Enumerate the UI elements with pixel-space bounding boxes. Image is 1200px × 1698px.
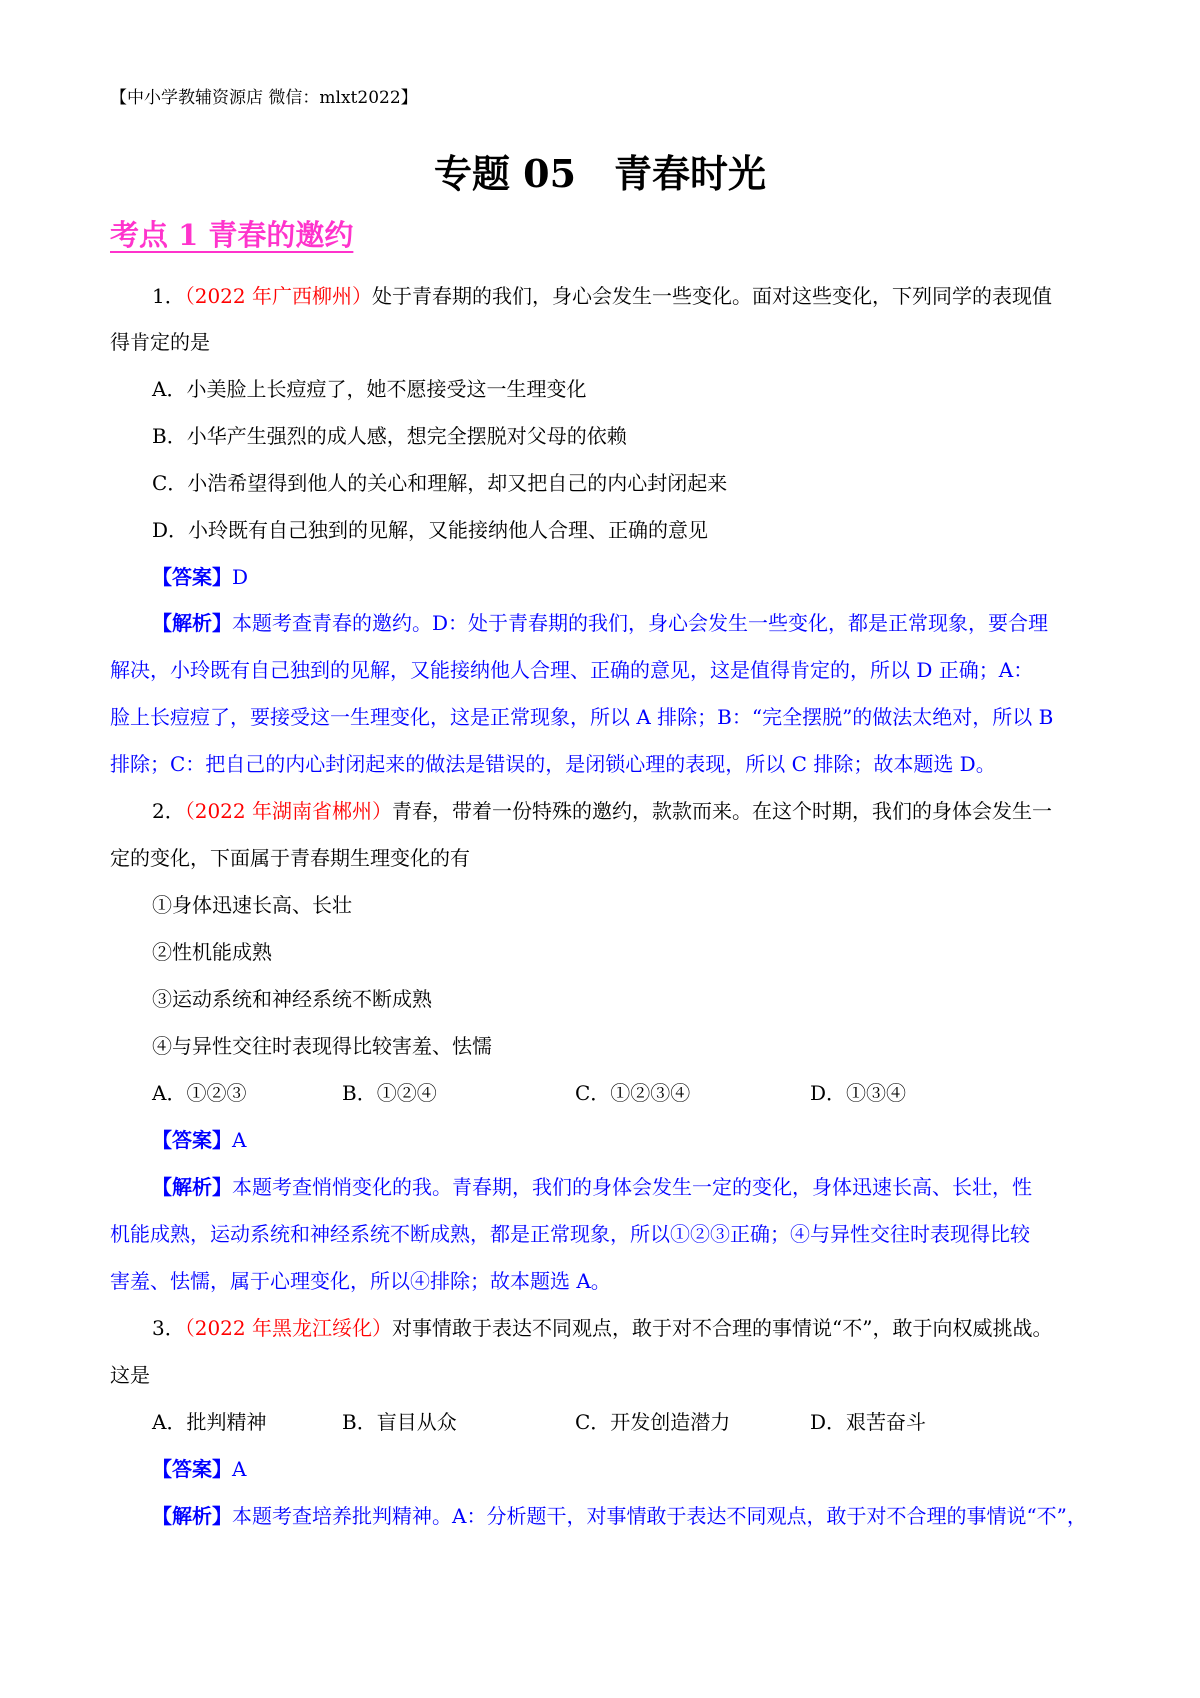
q1-stem-cont: 得肯定的是 [110, 330, 210, 354]
q2-answer-tag: 【答案】 [152, 1128, 232, 1152]
q3-answer-value: A [232, 1457, 247, 1481]
q2-stem-cont: 定的变化，下面属于青春期生理变化的有 [110, 846, 470, 870]
q3-stem [152, 1314, 1052, 1342]
q3-option-b: B．盲目从众 [342, 1410, 457, 1434]
q3-option-c: C．开发创造潜力 [575, 1410, 731, 1434]
q1-analysis-line-4: 排除；C：把自己的内心封闭起来的做法是错误的，是闭锁心理的表现，所以 C 排除；故本题选 D。 [110, 752, 996, 776]
q2-stem [152, 797, 1052, 825]
q1-stem-text: 处于青春期的我们，身心会发生一些变化。面对这些变化，下列同学的表现值 [372, 284, 1052, 308]
q3-answer-tag: 【答案】 [152, 1457, 232, 1481]
q2-answer-value: A [232, 1128, 247, 1152]
q2-analysis-tag: 【解析】 [152, 1175, 232, 1199]
q1-analysis-line-3: 脸上长痘痘了，要接受这一生理变化，这是正常现象，所以 A 排除；B：“完全摆脱”的做法太绝对，所以 B [110, 705, 1054, 729]
q3-source: （2022 年黑龙江绥化） [184, 1316, 392, 1340]
q1-source: （2022 年广西柳州） [184, 284, 372, 308]
q2-option-a: A．①②③ [152, 1081, 247, 1105]
q2-source: （2022 年湖南省郴州） [184, 799, 392, 823]
q1-analysis-line-2: 解决，小玲既有自己独到的见解，又能接纳他人合理、正确的意见，这是值得肯定的，所以 D 正确；A： [110, 658, 1034, 682]
q2-analysis-line-2: 机能成熟，运动系统和神经系统不断成熟，都是正常现象，所以①②③正确；④与异性交往时表现得比较 [110, 1222, 1030, 1246]
q2-analysis-line-3: 害羞、怯懦，属于心理变化，所以④排除；故本题选 A。 [110, 1269, 611, 1293]
q2-item-3: ③运动系统和神经系统不断成熟 [152, 987, 432, 1011]
q3-stem-text: 对事情敢于表达不同观点，敢于对不合理的事情说“不”，敢于向权威挑战。 [392, 1316, 1053, 1340]
q2-option-c: C．①②③④ [575, 1081, 691, 1105]
q1-analysis-tag: 【解析】 [152, 611, 232, 635]
q3-analysis-text: 本题考查培养批判精神。A：分析题干，对事情敢于表达不同观点，敢于对不合理的事情说“不”， [232, 1504, 1087, 1528]
page-title: 专题 05 青春时光 [433, 151, 767, 196]
q1-stem [152, 282, 1052, 310]
q2-item-4: ④与异性交往时表现得比较害羞、怯懦 [152, 1034, 492, 1058]
q3-stem-cont: 这是 [110, 1363, 150, 1387]
q3-analysis-tag: 【解析】 [152, 1504, 232, 1528]
q1-option-b: B．小华产生强烈的成人感，想完全摆脱对父母的依赖 [152, 424, 627, 448]
q3-number: 3． [152, 1316, 185, 1340]
q2-answer [152, 1126, 246, 1154]
q1-answer-tag: 【答案】 [152, 565, 232, 589]
q1-option-c: C．小浩希望得到他人的关心和理解，却又把自己的内心封闭起来 [152, 471, 728, 495]
q2-number: 2． [152, 799, 185, 823]
q2-item-2: ②性机能成熟 [152, 940, 272, 964]
q3-analysis [152, 1502, 1087, 1530]
q3-option-a: A．批判精神 [152, 1410, 267, 1434]
q1-answer-value: D [232, 565, 249, 589]
q1-answer [152, 563, 248, 591]
q2-item-1: ①身体迅速长高、长壮 [152, 893, 352, 917]
section-heading: 考点 1 青春的邀约 [110, 218, 354, 252]
q2-option-b: B．①②④ [342, 1081, 437, 1105]
q2-analysis-text: 本题考查悄悄变化的我。青春期，我们的身体会发生一定的变化，身体迅速长高、长壮，性 [232, 1175, 1032, 1199]
q1-option-d: D．小玲既有自己独到的见解，又能接纳他人合理、正确的意见 [152, 518, 709, 542]
q1-option-a: A．小美脸上长痘痘了，她不愿接受这一生理变化 [152, 377, 587, 401]
q3-option-d: D．艰苦奋斗 [810, 1410, 927, 1434]
q2-stem-text: 青春，带着一份特殊的邀约，款款而来。在这个时期，我们的身体会发生一 [392, 799, 1052, 823]
q1-analysis [152, 609, 1048, 637]
page-header: 【中小学教辅资源店 微信：mlxt2022】 [110, 88, 418, 108]
q3-answer [152, 1455, 246, 1483]
q2-option-d: D．①③④ [810, 1081, 907, 1105]
q1-number: 1． [152, 284, 185, 308]
q1-analysis-text: 本题考查青春的邀约。D：处于青春期的我们，身心会发生一些变化，都是正常现象，要合理 [232, 611, 1049, 635]
q2-analysis [152, 1173, 1032, 1201]
